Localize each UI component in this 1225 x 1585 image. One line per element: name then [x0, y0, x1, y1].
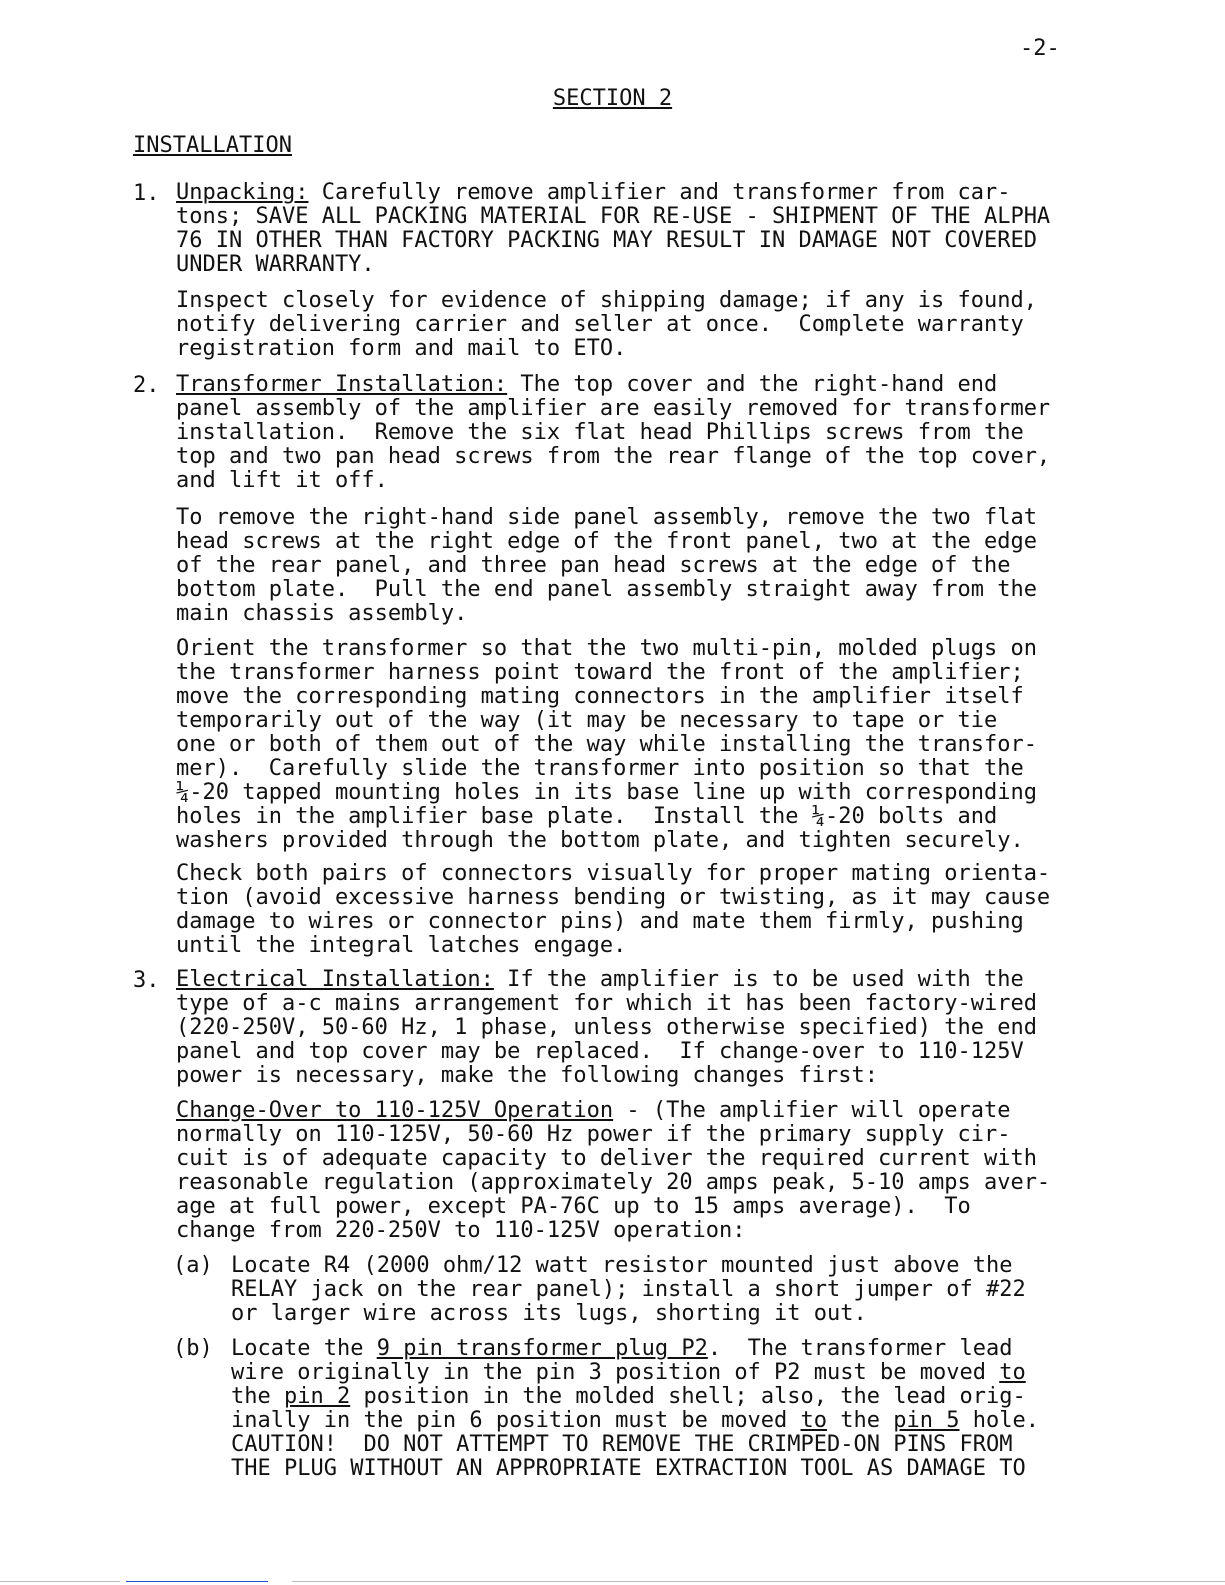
step-b-text-part: the [231, 1384, 271, 1409]
changeover-lead: Change-Over to 110-125V Operation [176, 1098, 614, 1123]
side-panel-paragraph: To remove the right-hand side panel assembly, remove the two flat head screws at the right edge of the front panel, two at the edge of the rear panel, and three pan head screws at the edge of the bottom plate. Pull the end panel assembly straight away from the main chassis assembly. [176, 505, 1037, 626]
transformer-paragraph [176, 373, 1126, 493]
unpacking-text: Carefully remove amplifier and transformer from car- tons; SAVE ALL PACKING MATERIAL FOR RE-USE - SHIPMENT OF THE ALPHA 76 IN OTHER THAN FACTORY PACKING MAY RESULT IN DAMAGE NOT COVERED UNDER WARRANTY. [176, 180, 1051, 277]
bottom-rule-right [292, 1581, 1225, 1582]
step-b-text-part: hole. CAUTION! DO NOT ATTEMPT TO REMOVE THE CRIMPED-ON PINS FROM THE PLUG WITHOUT AN APPROPRIATE EXTRACTION TOOL AS DAMAGE TO [231, 1408, 1039, 1481]
item-number: 3. [133, 968, 160, 993]
step-b-text [231, 1337, 1121, 1481]
step-b-underlined: to [800, 1408, 828, 1433]
changeover-paragraph [176, 1099, 1126, 1243]
unpacking-paragraph [176, 181, 1126, 277]
step-b-underlined: to [999, 1360, 1026, 1385]
orient-paragraph: Orient the transformer so that the two multi-pin, molded plugs on the transformer harness point toward the front of the amplifier; move the corresponding mating connectors in the amplifier itself temporarily out of the way (it may be necessary to tape or tie one or both of them out of the way while installing the transfor- mer). Carefully slide the transformer into position so that the ¼-20 tapped mounting holes in its base line up with corresponding holes in the amplifier base plate. Install the ¼-20 bolts and washers provided through the bottom plate, and tighten securely. [176, 636, 1037, 853]
installation-heading: INSTALLATION [133, 133, 292, 158]
electrical-text: If the amplifier is to be used with the type of a-c mains arrangement for which it has been factory-wired (220-250V, 50-60 Hz, 1 phase, unless otherwise specified) the end panel and top cover may be replaced. If change-over to 110-125V power is necessary, make the following changes first: [176, 967, 1037, 1088]
step-label: (b) [173, 1336, 213, 1361]
step-b-text-part: the [827, 1408, 894, 1433]
step-b-text-part: position in the molded shell; also, the lead orig- inally in the pin 6 position must be moved [231, 1384, 1026, 1433]
section-title: SECTION 2 [552, 86, 673, 111]
page-number: -2- [1020, 36, 1060, 61]
transformer-lead: Transformer Installation: [176, 372, 508, 397]
bottom-rule-mid [126, 1581, 268, 1582]
inspect-paragraph: Inspect closely for evidence of shipping damage; if any is found, notify delivering carrier and seller at once. Complete warranty registration form and mail to ETO. [176, 288, 1037, 361]
step-b-underlined: pin 5 [893, 1408, 960, 1433]
step-b-text-part: . The transformer lead wire originally in the pin 3 position of P2 must be moved [231, 1336, 1013, 1385]
step-a-text: Locate R4 (2000 ohm/12 watt resistor mounted just above the RELAY jack on the rear panel); install a short jumper of #22 or larger wire across its lugs, shorting it out. [231, 1253, 1026, 1326]
step-b-text-part: Locate the [231, 1336, 377, 1361]
step-b-underlined: pin 2 [283, 1384, 351, 1409]
step-label: (a) [173, 1253, 213, 1278]
step-b-underlined: 9 pin transformer plug P2 [376, 1336, 708, 1361]
bottom-rule-left [0, 1581, 120, 1582]
unpacking-lead: Unpacking: [176, 180, 309, 205]
connectors-paragraph: Check both pairs of connectors visually for proper mating orienta- tion (avoid excessive harness bending or twisting, as it may cause damage to wires or connector pins) and mate them firmly, pushing until the integral latches engage. [176, 861, 1051, 958]
transformer-text: The top cover and the right-hand end panel assembly of the amplifier are easily removed for transformer installation. Remove the six flat head Phillips screws from the top and two pan head screws from the rear flange of the top cover, and lift it off. [176, 372, 1051, 493]
item-number: 2. [133, 373, 160, 398]
changeover-text: - (The amplifier will operate normally on 110-125V, 50-60 Hz power if the primary supply cir- cuit is of adequate capacity to deliver the required current with reasonable regulation (approximately 20 amps peak, 5-10 amps aver- age at full power, except PA-76C up to 15 amps average). To change from 220-250V to 110-125V operation: [176, 1098, 1051, 1243]
item-number: 1. [133, 181, 160, 206]
electrical-lead: Electrical Installation: [176, 967, 494, 992]
electrical-paragraph [176, 968, 1126, 1088]
